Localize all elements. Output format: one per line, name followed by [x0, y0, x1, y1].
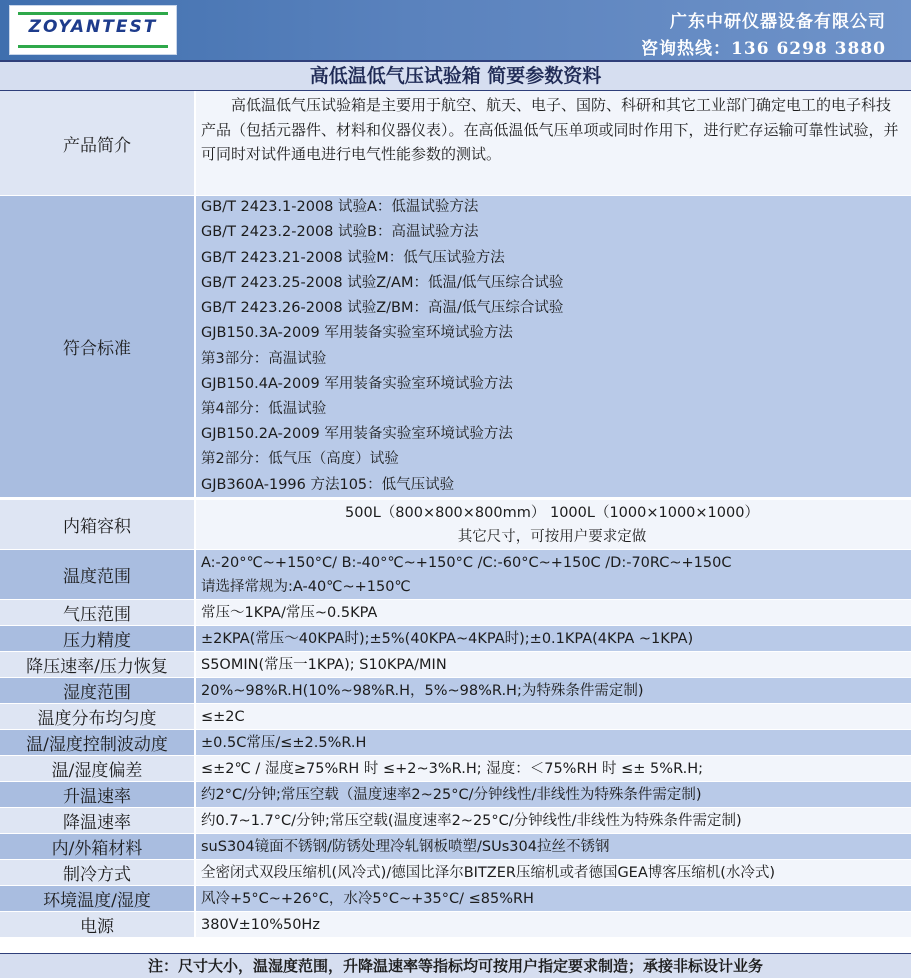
spec-label: 温/湿度控制波动度 — [0, 730, 195, 755]
spec-value — [196, 500, 911, 549]
spec-row-volume — [0, 500, 911, 550]
spec-row-power — [0, 912, 911, 938]
spec-label: 温/湿度偏差 — [0, 756, 195, 781]
spec-label: 电源 — [0, 912, 195, 937]
spec-label: 环境温度/湿度 — [0, 886, 195, 911]
spec-value-line: 第3部分：高温试验 — [201, 350, 327, 367]
spec-row-intro — [0, 91, 911, 196]
spec-value-line: 380V±10%50Hz — [201, 916, 320, 933]
spec-label: 制冷方式 — [0, 860, 195, 885]
spec-value — [196, 730, 911, 755]
spec-label: 内箱容积 — [0, 500, 195, 549]
spec-value-line: 约0.7~1.7°C/分钟;常压空载(温度速率2~25°C/分钟线性/非线性为特殊条件需定制) — [201, 812, 742, 829]
footer-note: 注：尺寸大小，温湿度范围，升降温速率等指标均可按用户指定要求制造；承接非标设计业务 — [0, 953, 911, 978]
spec-label: 内/外箱材料 — [0, 834, 195, 859]
header-banner — [0, 0, 911, 60]
spec-value-line: GJB150.2A-2009 军用装备实验室环境试验方法 — [201, 426, 513, 443]
spec-value-line: ≤±2℃ / 湿度≥75%RH 时 ≤+2~3%R.H; 湿度：＜75%RH 时 ≤± 5%R.H; — [201, 760, 704, 777]
spec-row-temp-range — [0, 550, 911, 600]
logo-stripe-top — [18, 12, 168, 15]
spec-value — [196, 704, 911, 729]
spec-value — [196, 834, 911, 859]
spec-value-line: A:-20°℃~+150°C/ B:-40°℃~+150°C /C:-60°C~+150C /D:-70RC~+150C — [201, 554, 732, 571]
spec-value-line: 高低温低气压试验箱是主要用于航空、航天、电子、国防、科研和其它工业部门确定电工的电子科技产品（包括元器件、材料和仪器仪表）。在高低温低气压单项或同时作用下，进行贮存运输可靠性试验，并可同时对试件通电进行电气性能参数的测试。 — [201, 96, 899, 163]
hotline: 咨询热线：136 6298 3880 — [641, 39, 886, 59]
spec-row-ambient — [0, 886, 911, 912]
spec-label: 升温速率 — [0, 782, 195, 807]
spec-label: 温度范围 — [0, 550, 195, 599]
spec-value-line: GB/T 2423.25-2008 试验Z/AM：低温/低气压综合试验 — [201, 274, 564, 291]
spec-value-line: 其它尺寸，可按用户要求定做 — [457, 528, 647, 545]
spec-row-temp-uniformity — [0, 704, 911, 730]
spec-value — [196, 912, 911, 937]
spec-value-line: 全密闭式双段压缩机(风冷式)/德国比泽尔BITZER压缩机或者德国GEA博客压缩机(水冷式) — [201, 864, 776, 881]
spec-value-line: 20%~98%R.H(10%~98%R.H，5%~98%R.H;为特殊条件需定制) — [201, 682, 644, 699]
spec-row-cooling-rate — [0, 808, 911, 834]
spec-value-line: 第4部分：低温试验 — [201, 400, 327, 417]
spec-label: 压力精度 — [0, 626, 195, 651]
spec-label: 湿度范围 — [0, 678, 195, 703]
spec-value-line: 约2°C/分钟;常压空载（温度速率2~25°C/分钟线性/非线性为特殊条件需定制) — [201, 786, 702, 803]
spec-label: 降压速率/压力恢复 — [0, 652, 195, 677]
spec-value-line: ±0.5C常压/≤±2.5%R.H — [201, 734, 367, 751]
spec-value — [196, 886, 911, 911]
spec-row-humidity-range — [0, 678, 911, 704]
page-title: 高低温低气压试验箱 简要参数资料 — [0, 60, 911, 91]
spec-row-heating-rate — [0, 782, 911, 808]
spec-label: 符合标准 — [0, 196, 195, 497]
spec-value-line: 请选择常规为:A-40℃~+150℃ — [201, 578, 411, 595]
logo-stripe-bottom — [18, 45, 168, 48]
spec-value-line: S5OMIN(常压一1KPA); S10KPA/MIN — [201, 656, 447, 673]
spec-value — [196, 550, 911, 599]
spec-value-line: GB/T 2423.2-2008 试验B：高温试验方法 — [201, 224, 479, 241]
spec-value — [196, 808, 911, 833]
spec-value — [196, 91, 911, 195]
spec-row-refrigeration — [0, 860, 911, 886]
spec-value-line: 第2部分：低气压（高度）试验 — [201, 451, 399, 468]
spec-value — [196, 626, 911, 651]
spec-value-line: 风冷+5°C~+26°C，水冷5°C~+35°C/ ≤85%RH — [201, 890, 534, 907]
spec-label: 降温速率 — [0, 808, 195, 833]
spec-label: 温度分布均匀度 — [0, 704, 195, 729]
spec-value-line: 常压～1KPA/常压~0.5KPA — [201, 604, 378, 621]
logo-text: ZOYANTEST — [28, 17, 158, 37]
spec-label: 产品简介 — [0, 91, 195, 195]
company-name: 广东中研仪器设备有限公司 — [670, 12, 886, 32]
spec-row-material — [0, 834, 911, 860]
spec-value-line: GJB150.4A-2009 军用装备实验室环境试验方法 — [201, 375, 513, 392]
spec-value — [196, 860, 911, 885]
spec-value-line: suS304镜面不锈钢/防锈处理冷轧钢板喷塑/SUs304拉丝不锈钢 — [201, 838, 610, 855]
company-logo — [9, 5, 177, 55]
spec-value-line: GB/T 2423.26-2008 试验Z/BM：高温/低气压综合试验 — [201, 300, 564, 317]
spec-value-line: ≤±2C — [201, 708, 245, 725]
spec-value-line: ±2KPA(常压～40KPA时);±5%(40KPA~4KPA时);±0.1KPA(4KPA ~1KPA) — [201, 630, 694, 647]
spec-row-decompression-rate — [0, 652, 911, 678]
spec-value — [196, 782, 911, 807]
spec-label: 气压范围 — [0, 600, 195, 625]
spec-row-deviation — [0, 756, 911, 782]
spec-value-line: GJB360A-1996 方法105：低气压试验 — [201, 476, 455, 493]
spec-value — [196, 196, 911, 497]
spec-value — [196, 652, 911, 677]
spec-value-line: GJB150.3A-2009 军用装备实验室环境试验方法 — [201, 325, 513, 342]
spec-row-pressure-accuracy — [0, 626, 911, 652]
spec-value — [196, 756, 911, 781]
spec-row-pressure-range — [0, 600, 911, 626]
spec-value — [196, 600, 911, 625]
spec-value-line: GB/T 2423.1-2008 试验A：低温试验方法 — [201, 199, 479, 216]
spec-value-line: 500L（800×800×800mm） 1000L（1000×1000×1000） — [345, 504, 759, 521]
spec-row-standards — [0, 196, 911, 498]
spec-value-line: GB/T 2423.21-2008 试验M：低气压试验方法 — [201, 249, 505, 266]
spec-value — [196, 678, 911, 703]
spec-row-fluctuation — [0, 730, 911, 756]
